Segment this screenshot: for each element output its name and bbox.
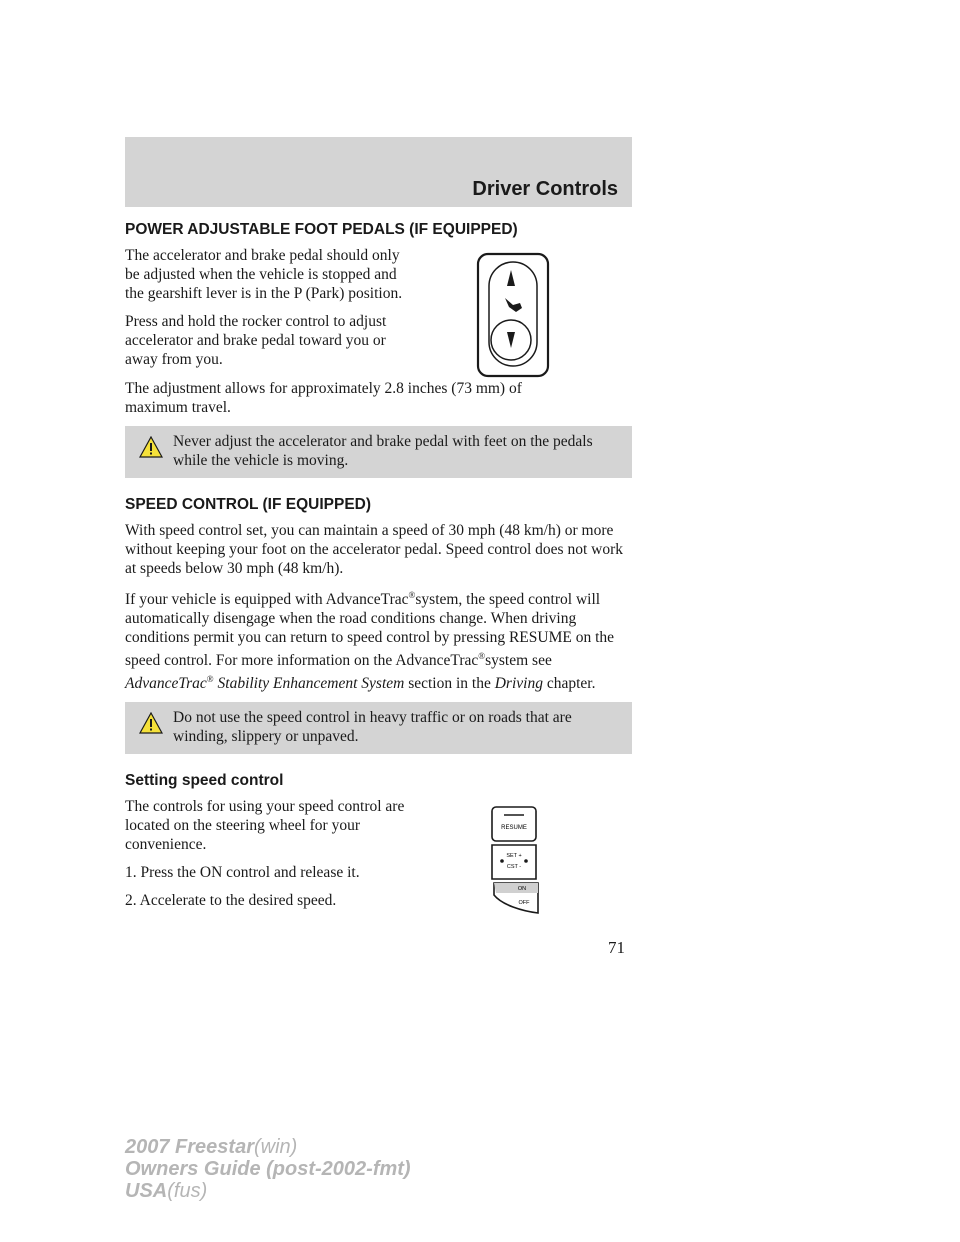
page-content xyxy=(125,220,632,910)
setting-step-1: 1. Press the ON control and release it. xyxy=(125,864,360,882)
footer-model-tag: (win) xyxy=(253,1136,298,1158)
speed-warning xyxy=(125,702,632,754)
warning-triangle-icon xyxy=(139,436,163,458)
pedals-heading: POWER ADJUSTABLE FOOT PEDALS (IF EQUIPPED) xyxy=(125,221,518,238)
section-title: Driver Controls xyxy=(472,178,618,200)
speed-warning-text: Do not use the speed control in heavy traffic or on roads that are winding, slippery or unpaved. xyxy=(173,709,572,746)
page-number: 71 xyxy=(608,938,625,957)
setting-step-2: 2. Accelerate to the desired speed. xyxy=(125,892,337,910)
document-footer xyxy=(125,1136,411,1202)
footer-market: USA xyxy=(125,1180,168,1202)
set-button-label: SET + xyxy=(506,853,522,859)
pedals-paragraph-2: Press and hold the rocker control to adjust accelerator and brake pedal toward you or away from you. xyxy=(125,313,387,368)
off-button-label: OFF xyxy=(518,900,530,906)
on-button-label: ON xyxy=(517,886,527,892)
setting-heading: Setting speed control xyxy=(125,772,284,790)
pedals-warning-text: Never adjust the accelerator and brake pedal with feet on the pedals while the vehicle is moving. xyxy=(173,433,593,469)
cst-button-label: CST - xyxy=(506,864,522,870)
footer-guide: Owners Guide (post-2002-fmt) xyxy=(125,1158,411,1180)
pedals-warning xyxy=(125,426,632,478)
speed-control-buttons-illustration xyxy=(482,805,544,915)
pedal-rocker-control-illustration xyxy=(476,252,550,378)
warning-triangle-icon xyxy=(139,712,163,734)
speed-paragraph-2: If your vehicle is equipped with AdvanceTrac®system, the speed control will automatically disengage when the road conditions change. When driving conditions permit you can return to speed control by pressing RESUME on the speed control. For more information on the AdvanceTrac®system see AdvanceTrac® Stability Enhancement System section in the Driving chapter. xyxy=(125,590,615,693)
setting-paragraph-1: The controls for using your speed control are located on the steering wheel for your convenience. xyxy=(125,798,405,854)
pedals-paragraph-1: The accelerator and brake pedal should only be adjusted when the vehicle is stopped and the gearshift lever is in the P (Park) position. xyxy=(125,247,403,302)
footer-model: 2007 Freestar xyxy=(125,1136,254,1158)
resume-button-label: RESUME xyxy=(501,825,527,831)
speed-heading: SPEED CONTROL (IF EQUIPPED) xyxy=(125,496,372,513)
speed-paragraph-1: With speed control set, you can maintain a speed of 30 mph (48 km/h) or more without keeping your foot on the accelerator pedal. Speed control does not work at speeds below 30 mph (48 km/h). xyxy=(125,522,624,577)
footer-market-tag: (fus) xyxy=(167,1180,208,1202)
header-band xyxy=(125,137,632,207)
pedals-paragraph-3: The adjustment allows for approximately 2.8 inches (73 mm) of maximum travel. xyxy=(125,380,522,416)
